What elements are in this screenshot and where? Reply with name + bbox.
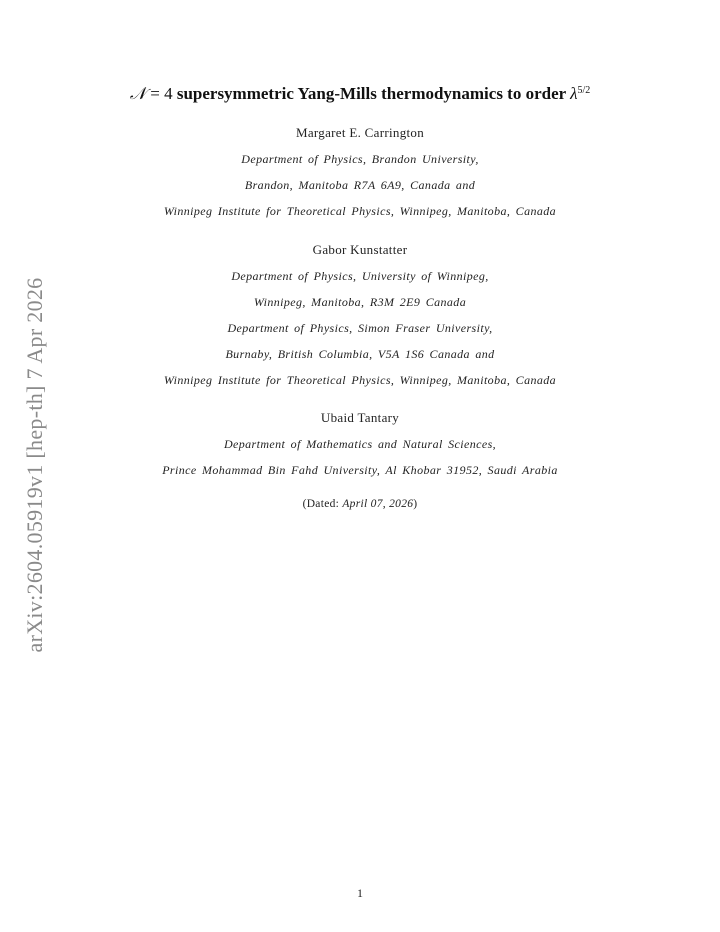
author-name: Margaret E. Carrington <box>295 125 425 140</box>
affiliation-line: Department of Physics, University of Winnipeg, <box>231 269 489 283</box>
title-equals: = 4 <box>145 84 177 103</box>
dated-value: April 07, 2026 <box>342 498 414 510</box>
author-name: Ubaid Tantary <box>320 410 400 425</box>
title-symbol: 𝒩 <box>129 84 146 103</box>
affiliation-line: Winnipeg, Manitoba, R3M 2E9 Canada <box>253 295 467 309</box>
affiliation-line: Department of Mathematics and Natural Sciences, <box>223 437 497 451</box>
affiliation-line: Department of Physics, Simon Fraser University, <box>227 321 493 335</box>
author-name: Gabor Kunstatter <box>312 242 408 257</box>
author-block <box>0 405 720 483</box>
affiliation-line: Department of Physics, Brandon University, <box>241 152 479 166</box>
author-block <box>0 237 720 393</box>
affiliation-line: Winnipeg Institute for Theoretical Physics, Winnipeg, Manitoba, Canada <box>163 204 557 218</box>
dated-line <box>0 498 720 510</box>
paper-title <box>0 84 720 104</box>
title-text: supersymmetric Yang-Mills thermodynamics to order <box>176 84 571 103</box>
affiliation-line: Prince Mohammad Bin Fahd University, Al Khobar 31952, Saudi Arabia <box>162 463 558 477</box>
dated-label: (Dated: <box>302 498 343 510</box>
dated-close: ) <box>413 498 418 510</box>
page-number: 1 <box>357 886 363 900</box>
arxiv-identifier: arXiv:2604.05919v1 [hep-th] 7 Apr 2026 <box>22 277 47 653</box>
title-exponent: 5/2 <box>577 85 591 96</box>
title-lambda: λ <box>570 84 578 103</box>
author-block <box>0 120 720 224</box>
affiliation-line: Brandon, Manitoba R7A 6A9, Canada and <box>244 178 476 192</box>
affiliation-line: Burnaby, British Columbia, V5A 1S6 Canada and <box>225 347 495 361</box>
affiliation-line: Winnipeg Institute for Theoretical Physics, Winnipeg, Manitoba, Canada <box>163 373 557 387</box>
